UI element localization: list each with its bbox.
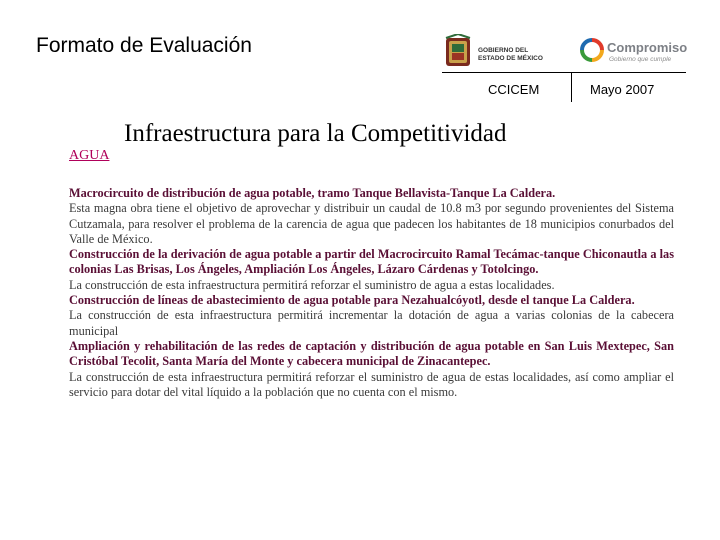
- document-date: Mayo 2007: [590, 82, 655, 97]
- project-list: [69, 186, 674, 400]
- compromiso-logo-tagline: Gobierno que cumple: [609, 56, 672, 63]
- project-description: La construcción de esta infraestructura permitirá incrementar la dotación de agua a varias colonias de la cabecera municipal: [69, 308, 674, 338]
- state-crest-icon: [444, 34, 472, 70]
- main-heading: Infraestructura para la Competitividad: [124, 120, 507, 147]
- project-item: [69, 339, 674, 400]
- compromiso-logo-name: Compromiso: [607, 40, 688, 55]
- header-horizontal-divider: [442, 72, 686, 73]
- project-title: Ampliación y rehabilitación de las redes de captación y distribución de agua potable en San Luis Mextepec, San Cristóbal Tecolit, Santa María del Monte y cabecera municipal de Zinacantepec.: [69, 338, 674, 369]
- project-description: La construcción de esta infraestructura permitirá reforzar el suministro de agua de estas localidades, así como ampliar el servicio para dotar del vital líquido a la población que no cuenta con el mismo.: [69, 369, 674, 399]
- project-description: La construcción de esta infraestructura permitirá reforzar el suministro de agua a estas localidades.: [69, 277, 555, 292]
- compromiso-ring-icon: [580, 38, 604, 62]
- document-title: Formato de Evaluación: [36, 34, 252, 57]
- project-title: Construcción de la derivación de agua potable a partir del Macrocircuito Ramal Tecámac-tanque Chiconautla a las colonias Las Brisas, Los Ángeles, Ampliación Los Ángeles, Lázaro Cárdenas y Totolcingo.: [69, 247, 674, 277]
- org-code: CCICEM: [488, 82, 540, 97]
- header-vertical-divider: [571, 72, 572, 102]
- project-title: Construcción de líneas de abastecimiento de agua potable para Nezahualcóyotl, desde el tanque La Caldera.: [69, 293, 635, 308]
- project-item: [69, 247, 674, 293]
- compromiso-logo: [580, 36, 690, 70]
- project-description: Esta magna obra tiene el objetivo de aprovechar y distribuir un caudal de 10.8 m3 por segundo provenientes del Sistema Cutzamala, para resolver el problema de la carencia de agua que padecen los habitantes de 18 municipios conurbados del Valle de México.: [69, 201, 674, 246]
- project-item: [69, 186, 674, 247]
- project-title: Macrocircuito de distribución de agua potable, tramo Tanque Bellavista-Tanque La Caldera.: [69, 186, 556, 200]
- section-label: AGUA: [69, 148, 110, 163]
- gobierno-logo-text: GOBIERNO DEL ESTADO DE MÉXICO: [478, 47, 543, 62]
- gobierno-estado-mexico-logo: [444, 34, 564, 72]
- project-item: [69, 293, 674, 339]
